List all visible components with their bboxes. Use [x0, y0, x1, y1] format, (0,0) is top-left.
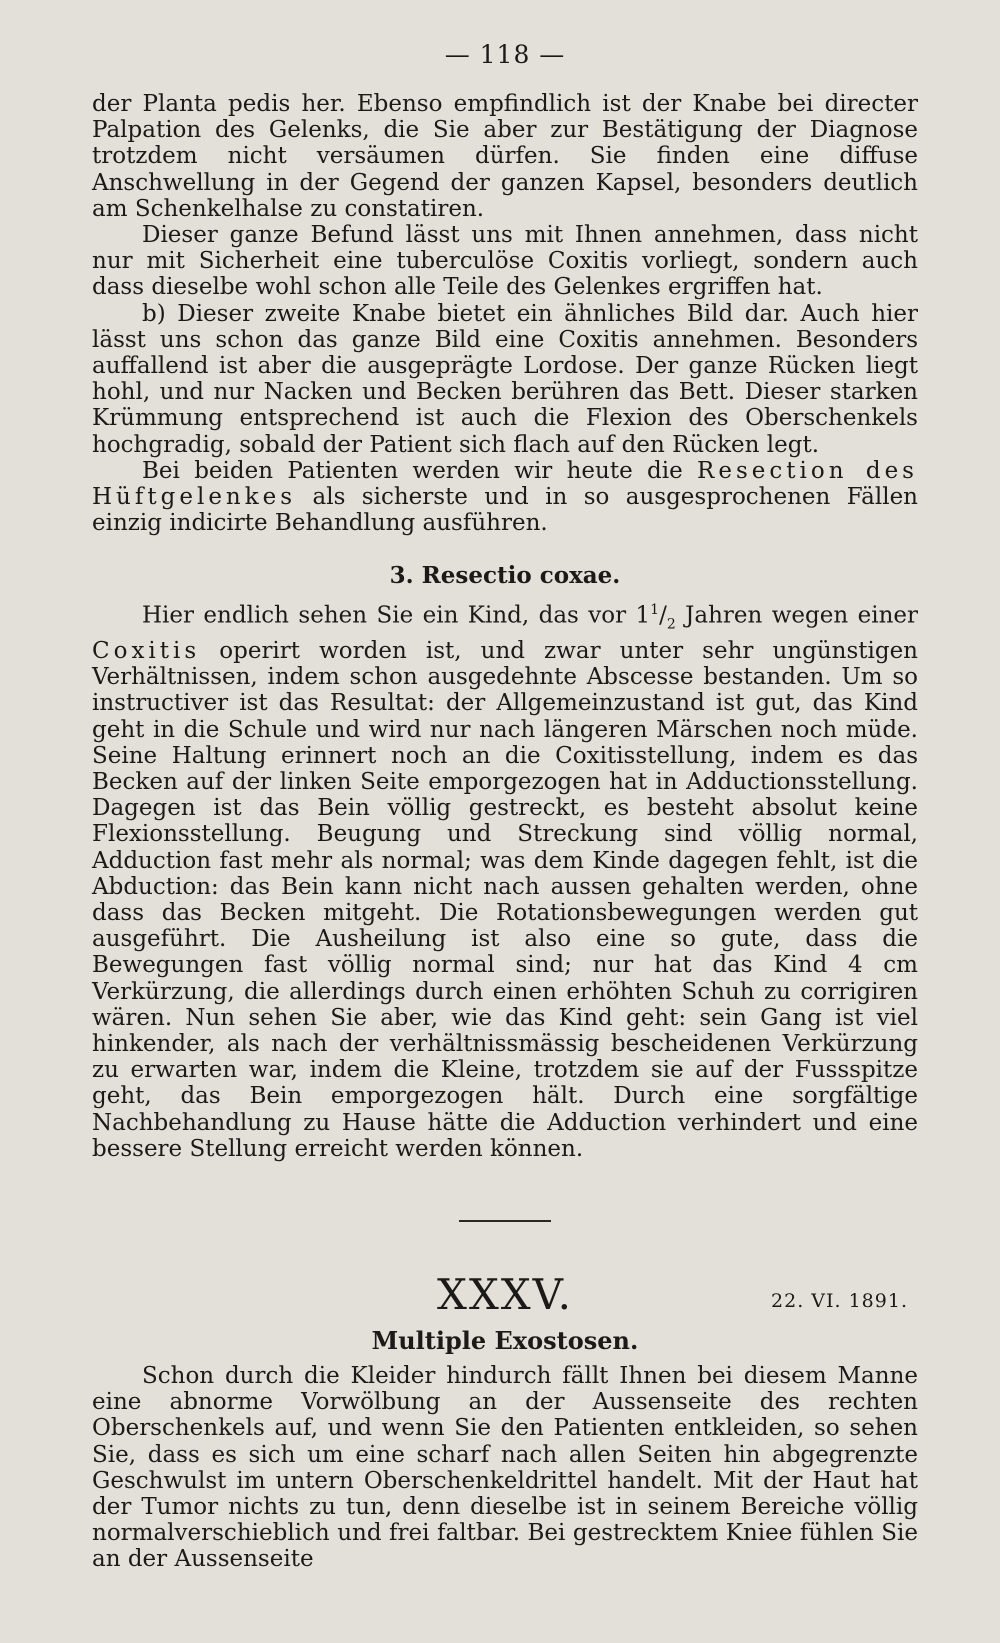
paragraph-4-spaced: Resection des Hüftgelenkes	[92, 457, 918, 511]
paragraph-4	[92, 458, 918, 537]
paragraph-6: Schon durch die Kleider hindurch fällt Ihnen bei diesem Manne eine abnorme Vorwölbung an der Aussenseite des rechten Oberschenkels auf, und wenn Sie den Patienten entkleiden, so sehen Sie, dass es sich um eine scharf nach allen Seiten hin abgegrenzte Geschwulst im untern Oberschenkeldrittel handelt. Mit der Haut hat der Tumor nichts zu tun, denn dieselbe ist in seinem Bereiche völlig normalverschieblich und frei faltbar. Bei gestrecktem Kniee fühlen Sie an der Aussenseite	[92, 1362, 918, 1573]
chapter-title: Multiple Exostosen.	[371, 1325, 639, 1355]
chapter-number: XXXV.	[436, 1269, 574, 1319]
paragraph-2: Dieser ganze Befund lässt uns mit Ihnen annehmen, dass nicht nur mit Sicherheit eine tuberculöse Coxitis vorliegt, sondern auch dass dieselbe wohl schon alle Teile des Gelenkes ergriffen hat.	[92, 222, 918, 301]
paragraph-5-part1: Hier endlich sehen Sie ein Kind, das vor 1	[142, 603, 651, 630]
paragraph-3: b) Dieser zweite Knabe bietet ein ähnliches Bild dar. Auch hier lässt uns schon das ganze Bild eine Coxitis annehmen. Besonders auffallend ist aber die ausgeprägte Lordose. Der ganze Rücken liegt hohl, und nur Nacken und Becken berühren das Bett. Dieser starken Krümmung entsprechend ist auch die Flexion des Oberschenkels hochgradig, sobald der Patient sich flach auf den Rücken legt.	[92, 300, 918, 458]
chapter-header	[92, 1270, 918, 1326]
paragraph-5	[92, 597, 918, 1162]
paragraph-5-spaced: Coxitis	[92, 637, 201, 664]
paragraph-4-before: Bei beiden Patienten werden wir heute die	[142, 457, 698, 484]
chapter-date: 22. VI. 1891.	[771, 1289, 908, 1312]
fraction-slash: /	[659, 603, 667, 630]
section-heading: 3. Resectio coxae.	[389, 562, 621, 590]
paragraph-5-part2: Jahren wegen einer	[675, 603, 918, 630]
fraction-denominator: 2	[666, 616, 676, 633]
paragraph-1: der Planta pedis her. Ebenso empfindlich ist der Knabe bei directer Palpation des Gelenks, die Sie aber zur Bestätigung der Diagnose trotzdem nicht versäumen dürfen. Sie finden eine diffuse Anschwellung in der Gegend der ganzen Kapsel, besonders deutlich am Schenkelhalse zu constatiren.	[92, 91, 918, 222]
section-divider	[459, 1220, 551, 1222]
page-number: — 118 —	[444, 40, 566, 69]
paragraph-5-part3: operirt worden ist, und zwar unter sehr ungünstigen Verhältnissen, indem schon ausgedehnte Abscesse bestanden. Um so instructiver ist das Resultat: der Allgemeinzustand ist gut, das Kind geht in die Schule und wird nur nach längeren Märschen noch müde. Seine Haltung erinnert noch an die Coxitisstellung, indem es das Becken auf der linken Seite emporgezogen hat in Adductionsstellung. Dagegen ist das Bein völlig gestreckt, es besteht absolut keine Flexionsstellung. Beugung und Streckung sind völlig normal, Adduction fast mehr als normal; was dem Kinde dagegen fehlt, ist die Abduction: das Bein kann nicht nach aussen gehalten werden, ohne dass das Becken mitgeht. Die Rotationsbewegungen werden gut ausgeführt. Die Ausheilung ist also eine so gute, dass die Bewegungen fast völlig normal sind; nur hat das Kind 4 cm Verkürzung, die allerdings durch einen erhöhten Schuh zu corrigiren wären. Nun sehen Sie aber, wie das Kind geht: sein Gang ist viel hinkender, als nach der verhältnissmässig bescheidenen Verkürzung zu erwarten war, indem die Kleine, trotzdem sie auf der Fussspitze geht, das Bein emporgezogen hält. Durch eine sorgfältige Nachbehandlung zu Hause hätte die Adduction verhindert und eine bessere Stellung erreicht werden können.	[92, 637, 918, 1162]
fraction-numerator: 1	[650, 602, 660, 619]
paragraph-4-after: als sicherste und in so ausgesprochenen Fällen einzig indicirte Behandlung ausführen.	[92, 484, 918, 537]
